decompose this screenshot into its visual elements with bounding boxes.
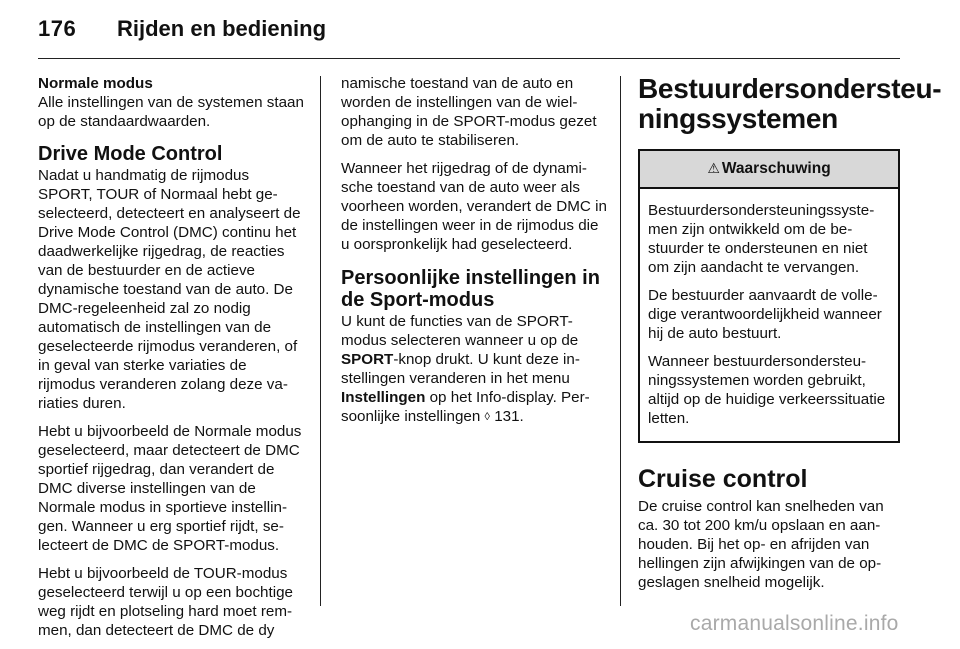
personal-settings-text (341, 312, 607, 427)
dmc-paragraph-1: Nadat u handmatig de rijmodus SPORT, TOUR of Normaal hebt geselecteerd, detecteert en analyseert de Drive Mode Control (DMC) continu het daadwerkelijke rijgedrag, de reacties van de bestuurder en de actieve dynamische toestand van de auto. De DMC-regeleenheid zal zo nodig automatisch de instellingen van de geselecteerde rijmodus veranderen, of in geval van sterke variaties de rijmodus veranderen zolang deze variaties duren. (38, 167, 301, 412)
sport-button-label: SPORT (341, 351, 394, 368)
warning-paragraph-1: Bestuurdersondersteuningssystemen zijn ontwikkeld om de bestuurder te ondersteunen en niet om zijn aandacht te vervangen. (648, 202, 875, 276)
personal-text-b: -knop drukt. U kunt deze instellingen veranderen in het menu (341, 351, 580, 387)
warning-body (640, 189, 898, 441)
dmc-paragraph-5: Wanneer het rijgedrag of de dynamische toestand van de auto weer als voorheen worden, verandert de DMC in de instellingen weer in de rijmodus die u oorspronkelijk had geselecteerd. (341, 160, 607, 253)
dmc-paragraph-3: Hebt u bijvoorbeeld de TOUR-modus geselecteerd terwijl u op een bochtige weg rijdt en plotseling hard moet remmen, dan detecteert de DMC de dy (38, 565, 293, 639)
personal-text-a: U kunt de functies van de SPORT-modus selecteren wanneer u op de (341, 313, 579, 349)
warning-paragraph-3: Wanneer bestuurdersondersteuningssystemen worden gebruikt, altijd op de huidige verkeerssituatie letten. (648, 353, 886, 427)
column-middle (341, 74, 607, 436)
driver-assistance-heading: Bestuurdersondersteuningssystemen (638, 73, 942, 134)
dmc-paragraph-4: namische toestand van de auto en worden de instellingen van de wielophanging in de SPORT-modus gezet om de auto te stabiliseren. (341, 75, 597, 149)
page-reference-arrow-icon: ◊ (484, 411, 490, 423)
normal-mode-heading: Normale modus (38, 75, 153, 92)
page-number: 176 (38, 16, 77, 41)
warning-title: Waarschuwing (721, 160, 831, 177)
column-right (638, 73, 942, 601)
watermark: carmanualsonline.info (690, 612, 899, 635)
cruise-control-heading: Cruise control (638, 465, 808, 493)
warning-box (638, 149, 900, 443)
page-reference-number: 131. (489, 408, 524, 425)
personal-settings-heading: Persoonlijke instellingen in de Sport-modus (341, 267, 600, 311)
drive-mode-control-heading: Drive Mode Control (38, 143, 223, 165)
cruise-control-text: De cruise control kan snelheden van ca. 30 tot 200 km/u opslaan en aanhouden. Bij het op- en afrijden van hellingen zijn afwijkingen van de opgeslagen snelheid mogelijk. (638, 498, 884, 591)
warning-paragraph-2: De bestuurder aanvaardt de volledige verantwoordelijkheid wanneer hij de auto bestuurt. (648, 287, 882, 342)
personal-text-c: op het Info-display. Persoonlijke instellingen (341, 389, 590, 425)
page-header-title: Rijden en bediening (117, 16, 327, 41)
dmc-paragraph-2: Hebt u bijvoorbeeld de Normale modus geselecteerd, maar detecteert de DMC sportief rijgedrag, dan verandert de DMC diverse instellingen van de Normale modus in sportieve instellingen. Wanneer u erg sportief rijdt, selecteert de DMC de SPORT-modus. (38, 423, 302, 554)
normal-mode-text: Alle instellingen van de systemen staan op de standaardwaarden. (38, 94, 304, 130)
settings-menu-label: Instellingen (341, 389, 426, 406)
column-divider-left (320, 76, 321, 606)
warning-triangle-icon: ⚠ (707, 160, 720, 176)
column-divider-right (620, 76, 621, 606)
warning-header (640, 151, 898, 189)
column-left (38, 74, 306, 649)
header-rule (38, 58, 900, 59)
